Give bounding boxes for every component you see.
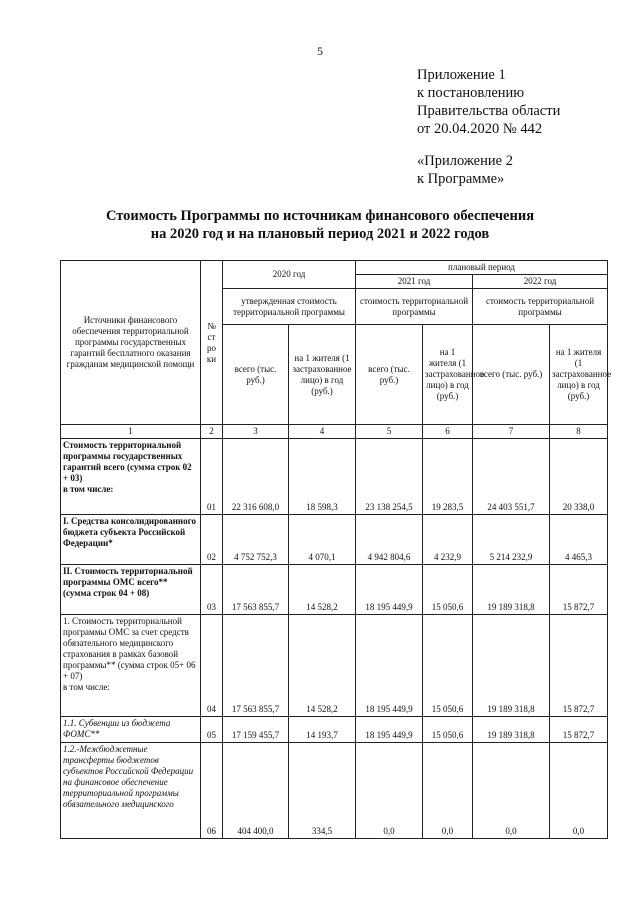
header-total-2021: всего (тыс. руб.)	[356, 325, 423, 425]
cell-value: 4 232,9	[423, 515, 473, 565]
row-number: 04	[201, 615, 223, 717]
row-number: 05	[201, 717, 223, 743]
title-line-2: на 2020 год и на плановый период 2021 и 2022 годов	[150, 226, 490, 242]
cell-value: 0,0	[356, 743, 423, 839]
cell-value: 15 050,6	[423, 717, 473, 743]
cell-value: 0,0	[473, 743, 550, 839]
cell-value: 22 316 608,0	[223, 439, 289, 515]
header-approved-cost: утвержденная стоимость территориальной программы	[223, 289, 356, 325]
row-number: 03	[201, 565, 223, 615]
row-label: 1. Стоимость территориальной программы ОМС за счет средств обязательного медицинского страхования в рамках базовой программы** (сумма строк 05+ 06 + 07) в том числе:	[61, 615, 201, 717]
appendix-line: от 20.04.2020 № 442	[417, 121, 543, 137]
table-row	[61, 439, 608, 515]
table-row	[61, 515, 608, 565]
cell-value: 17 563 855,7	[223, 615, 289, 717]
table-row	[61, 615, 608, 717]
col-number: 8	[550, 425, 608, 439]
appendix-line: «Приложение 2	[417, 153, 513, 169]
cell-value: 14 528,2	[289, 565, 356, 615]
col-number: 6	[423, 425, 473, 439]
col-number: 3	[223, 425, 289, 439]
row-label: II. Стоимость территориальной программы ОМС всего** (сумма строк 04 + 08)	[61, 565, 201, 615]
col-number: 4	[289, 425, 356, 439]
table-row	[61, 743, 608, 839]
cell-value: 20 338,0	[550, 439, 608, 515]
col-number: 1	[61, 425, 201, 439]
cell-value: 19 189 318,8	[473, 615, 550, 717]
row-label: 1.1. Субвенции из бюджета ФОМС**	[61, 717, 201, 743]
header-sources: Источники финансового обеспечения территориальной программы государственных гарантий бесплатного оказания гражданам медицинской помощи	[61, 261, 201, 425]
cell-value: 18 195 449,9	[356, 717, 423, 743]
table-row	[61, 717, 608, 743]
cell-value: 4 942 804,6	[356, 515, 423, 565]
cell-value: 17 159 455,7	[223, 717, 289, 743]
appendix-line: Правительства области	[417, 103, 561, 119]
cell-value: 15 050,6	[423, 615, 473, 717]
cell-value: 404 400,0	[223, 743, 289, 839]
header-per-insured-2022: на 1 жителя (1 застрахованное лицо) в год (руб.)	[550, 325, 608, 425]
appendix-line: к Программе»	[417, 171, 505, 187]
row-label: 1.2.-Межбюджетные трансферты бюджетов субъектов Российской Федерации на финансовое обеспечение территориальной программы обязательного медицинского	[61, 743, 201, 839]
document-title	[0, 207, 640, 243]
cell-value: 18 598,3	[289, 439, 356, 515]
appendix-line: к постановлению	[417, 85, 525, 101]
cell-value: 24 403 551,7	[473, 439, 550, 515]
col-number: 5	[356, 425, 423, 439]
cell-value: 15 872,7	[550, 615, 608, 717]
header-2022: 2022 год	[473, 275, 608, 289]
row-number: 01	[201, 439, 223, 515]
cell-value: 4 752 752,3	[223, 515, 289, 565]
header-2020: 2020 год	[223, 261, 356, 289]
cell-value: 334,5	[289, 743, 356, 839]
cell-value: 14 528,2	[289, 615, 356, 717]
col-number: 2	[201, 425, 223, 439]
header-2021: 2021 год	[356, 275, 473, 289]
cost-table	[60, 260, 612, 839]
cell-value: 19 283,5	[423, 439, 473, 515]
header-row-no: № ст ро ки	[201, 261, 223, 425]
page-number: 5	[317, 44, 323, 58]
cell-value: 0,0	[550, 743, 608, 839]
cell-value: 15 872,7	[550, 565, 608, 615]
cell-value: 18 195 449,9	[356, 565, 423, 615]
header-cost-2022: стоимость территориальной программы	[473, 289, 608, 325]
row-label: Стоимость территориальной программы государственных гарантий всего (сумма строк 02 + 03) в том числе:	[61, 439, 201, 515]
header-per-insured-2021: на 1 жителя (1 застрахованное лицо) в год (руб.)	[423, 325, 473, 425]
row-number: 02	[201, 515, 223, 565]
cell-value: 15 050,6	[423, 565, 473, 615]
appendix-block	[417, 66, 560, 188]
cell-value: 4 465,3	[550, 515, 608, 565]
cell-value: 15 872,7	[550, 717, 608, 743]
cell-value: 5 214 232,9	[473, 515, 550, 565]
cell-value: 19 189 318,8	[473, 565, 550, 615]
cell-value: 17 563 855,7	[223, 565, 289, 615]
header-per-resident-2020: на 1 жителя (1 застрахованное лицо) в год (руб.)	[289, 325, 356, 425]
col-number: 7	[473, 425, 550, 439]
header-total-2022: всего (тыс. руб.)	[473, 325, 550, 425]
header-total-2020: всего (тыс. руб.)	[223, 325, 289, 425]
appendix-line: Приложение 1	[417, 67, 506, 83]
table-row	[61, 565, 608, 615]
title-line-1: Стоимость Программы по источникам финансового обеспечения	[105, 208, 535, 224]
header-cost-2021: стоимость территориальной программы	[356, 289, 473, 325]
row-label: I. Средства консолидированного бюджета субъекта Российской Федерации*	[61, 515, 201, 565]
cell-value: 19 189 318,8	[473, 717, 550, 743]
cell-value: 14 193,7	[289, 717, 356, 743]
cell-value: 4 070,1	[289, 515, 356, 565]
cell-value: 0,0	[423, 743, 473, 839]
cell-value: 18 195 449,9	[356, 615, 423, 717]
cell-value: 23 138 254,5	[356, 439, 423, 515]
row-number: 06	[201, 743, 223, 839]
header-planned: плановый период	[356, 261, 608, 275]
